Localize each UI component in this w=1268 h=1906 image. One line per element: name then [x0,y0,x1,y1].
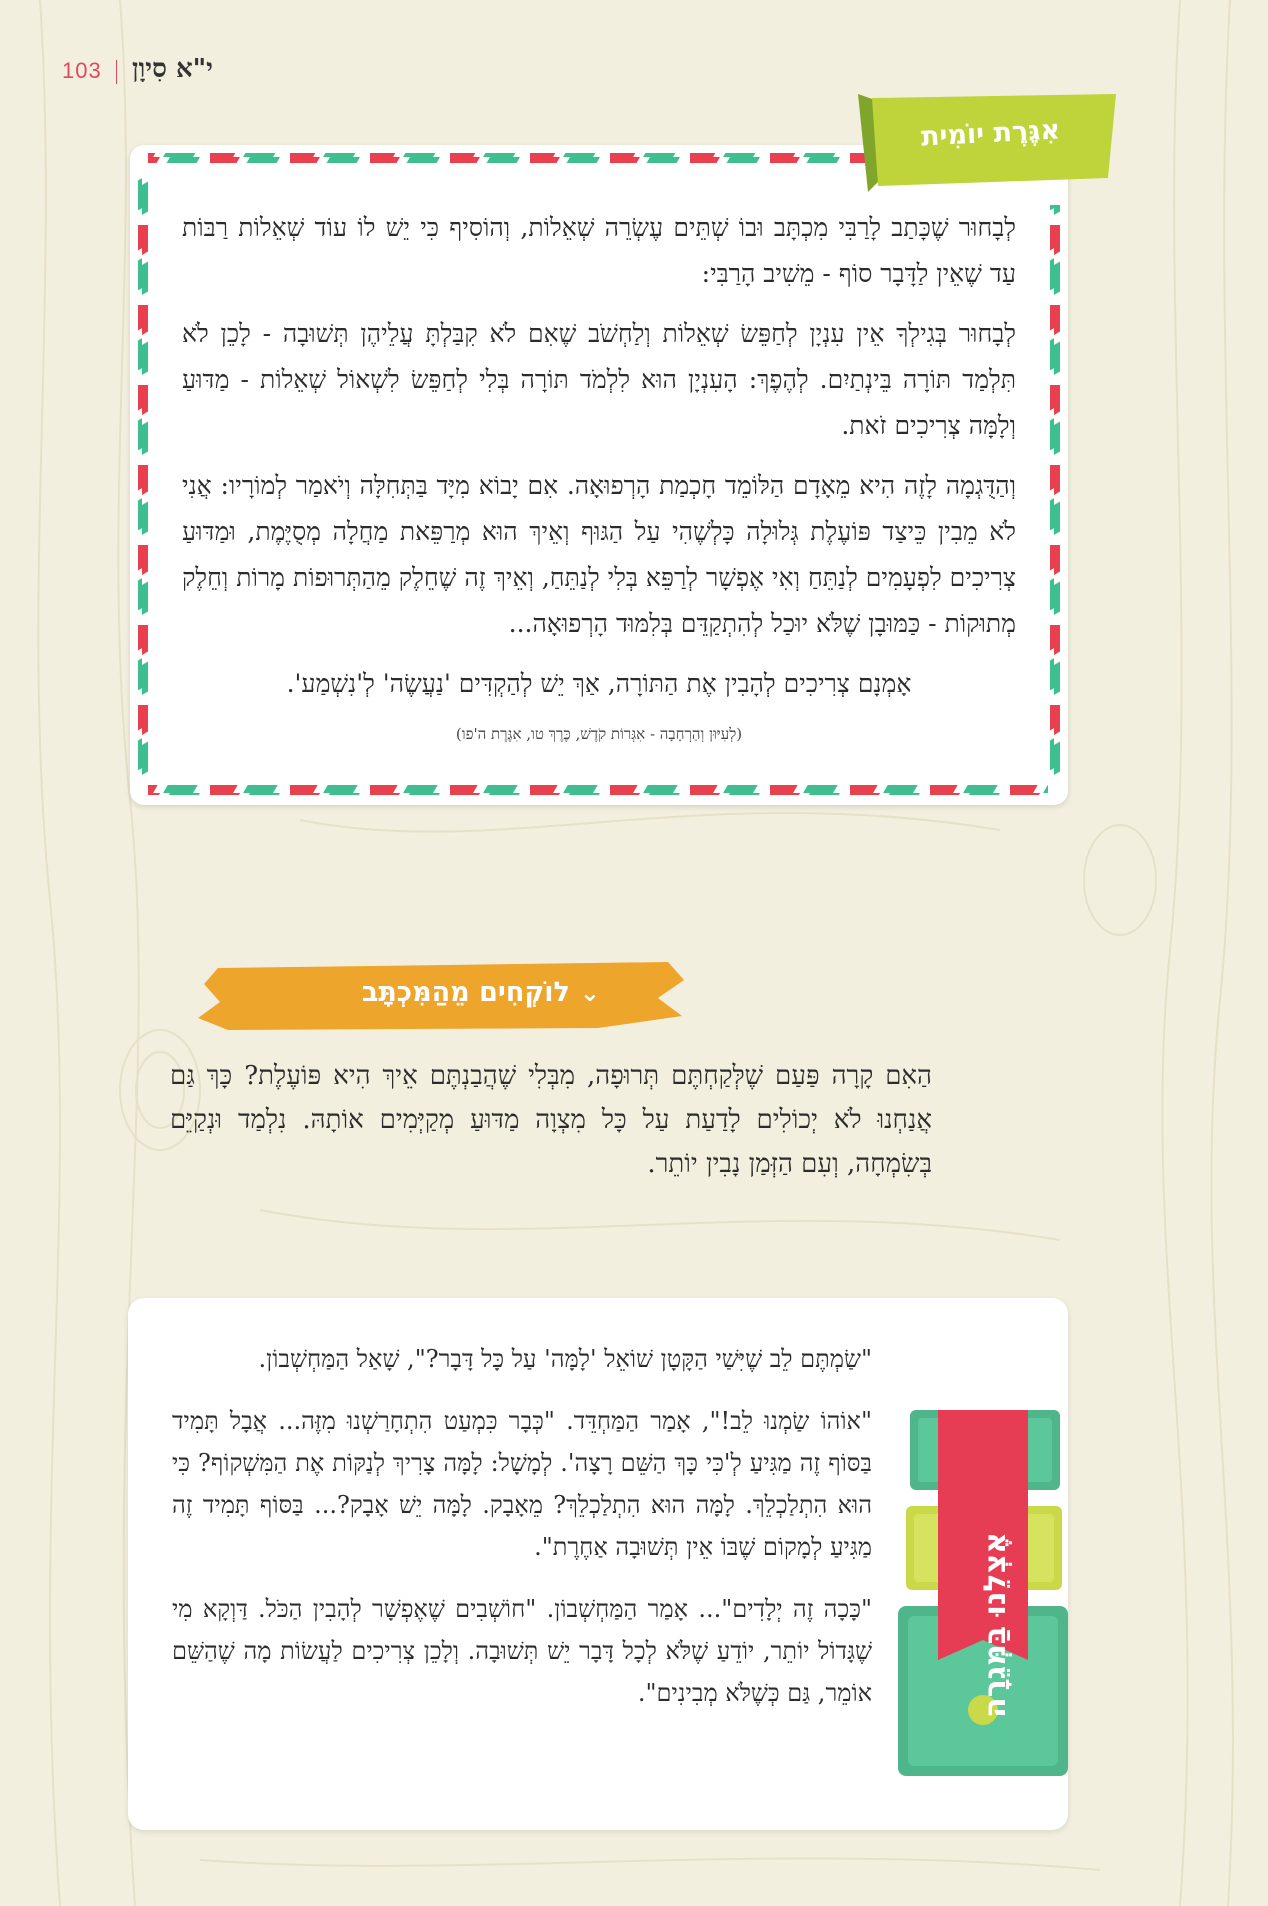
letter-banner-title: אִגֶּרֶת יוֹמִית [920,114,1061,153]
story-ribbon-title: אֶצְלֵנוּ בַּמְּגֵרָה [978,1532,1013,1718]
letter-paragraph: לְבָחוּר בְּגִילְךָ אֵין עִנְיָן לְחַפֵּשׂ שְׁאֵלוֹת וְלַחְשֹׁב שֶׁאִם לֹא קִבַּלְתָּ עֲלֵיהֶן תְּשׁוּבָה - לָכֵן לֹא תִּלְמַד תּוֹרָה בֵּינְתַיִם. לְהֶפֶךְ: הָעִנְיָן הוּא לִלְמֹד תּוֹרָה בְּלִי לְחַפֵּשׂ לִשְׁאוֹל שְׁאֵלוֹת - מַדּוּעַ וְלָמָּה צְרִיכִים זֹאת. [182,319,1016,440]
header-date: י"א סִיוָן [132,54,213,84]
letter-paragraph: אָמְנָם צְרִיכִים לְהָבִין אֶת הַתּוֹרָה, אַךְ יֵשׁ לְהַקְדִּים 'נַעֲשֶׂה' לְ'נִשְׁמַע'. [286,669,912,698]
letter-paragraph: לְבָחוּר שֶׁכָּתַב לָרַבִּי מִכְתָּב וּבוֹ שְׁתֵּים עֶשְׂרֵה שְׁאֵלוֹת, וְהוֹסִיף כִּי יֵשׁ לוֹ עוֹד שְׁאֵלוֹת רַבּוֹת עַד שֶׁאֵין לַדָּבָר סוֹף - מֵשִׁיב הָרַבִּי: [182,213,1016,288]
story-body [172,1338,872,1734]
daily-letter-card [130,145,1068,805]
page-number: 103 [62,58,102,83]
letter-paragraph: וְהַדֻּגְמָה לָזֶה הִיא מֵאָדָם הַלּוֹמֵד חָכְמַת הָרְפוּאָה. אִם יָבוֹא מִיָּד בַּתְּחִלָּה וְיֹאמַר לְמוֹרָיו: אֲנִי לֹא מֵבִין כֵּיצַד פּוֹעֶלֶת גְּלוּלָה כָּלְשֶׁהִי עַל הַגּוּף וְאֵיךְ הוּא מְרַפֵּאת מַחֲלָה מְסֻיֶּמֶת, וּמַדּוּעַ צְרִיכִים לִפְעָמִים לְנַתֵּחַ וְאִי אֶפְשָׁר לְרַפֵּא בְּלִי לְנַתֵּחַ, וְאֵיךְ זֶה שֶׁחֵלֶק מֵהַתְּרוּפוֹת מָרוֹת וְחֵלֶק מְתוּקוֹת - כַּמּוּבָן שֶׁלֹּא יוּכַל לְהִתְקַדֵּם בְּלִמּוּד הָרְפוּאָה... [182,471,1016,638]
lesson-label [220,970,600,1016]
story-paragraph: "שַׂמְתֶּם לֵב שֶׁיִּשַׁי הַקָּטָן שׁוֹאֵל 'לָמָּה' עַל כָּל דָּבָר?", שָׁאַל הַמַּחְשְׁבוֹן. [258,1345,872,1373]
header-divider [116,60,117,84]
chevron-down-icon: ⌄ [579,979,600,1007]
story-paragraph: "אוֹהוֹ שַׂמְנוּ לֵב!", אָמַר הַמַּחְדֵּד. "כְּבָר כִּמְעַט הִתְחָרַשְׁנוּ מִזֶּה... אֲבָל תָּמִיד בַּסּוֹף זֶה מַגִּיעַ לְ'כִּי כָּךְ הַשֵּׁם רָצָה'. לְמָשָׁל: לָמָּה צָרִיךְ לְנַקּוֹת אֶת הַמִּשְׁקוֹף? כִּי הוּא הִתְלַכְלֵךְ. לָמָּה הוּא הִתְלַכְלֵךְ? מֵאָבָק. לָמָּה יֵשׁ אָבָק?... בַּסּוֹף תָּמִיד זֶה מַגִּיעַ לְמָקוֹם שֶׁבּוֹ אֵין תְּשׁוּבָה אַחֶרֶת". [172,1407,872,1561]
lesson-label-text: לוֹקְחִים מֵהַמִּכְתָּב [361,977,570,1008]
story-paragraph: "כָּכָה זֶה יְלָדִים"... אָמַר הַמַּחְשְׁבוֹן. "חוֹשְׁבִים שֶׁאֶפְשָׁר לְהָבִין הַכֹּל. דַּוְקָא מִי שֶׁגָּדוֹל יוֹתֵר, יוֹדֵעַ שֶׁלֹּא לְכָל דָּבָר יֵשׁ תְּשׁוּבָה. וְלָכֵן צְרִיכִים לַעֲשׂוֹת מָה שֶׁהַשֵּׁם אוֹמֵר, גַּם כְּשֶׁלֹּא מְבִינִים". [172,1595,872,1707]
letter-source: (לְעִיּוּן וְהַרְחָבָה - אִגְּרוֹת קֹדֶשׁ, כֶּרֶךְ טו, אִגֶּרֶת ה'פו) [455,725,743,743]
letter-body [182,205,1016,747]
lesson-paragraph: הַאִם קָרָה פַּעַם שֶׁלְּקַחְתֶּם תְּרוּפָה, מִבְּלִי שֶׁהֲבַנְתֶּם אֵיךְ הִיא פּוֹעֶלֶת? כָּךְ גַּם אֲנַחְנוּ לֹא יְכוֹלִים לָדַעַת עַל כָּל מִצְוָה מַדּוּעַ מְקַיְּמִים אוֹתָהּ. נִלְמַד וּנְקַיֵּם בְּשִׂמְחָה, וְעִם הַזְּמַן נָבִין יוֹתֵר. [170,1061,932,1179]
